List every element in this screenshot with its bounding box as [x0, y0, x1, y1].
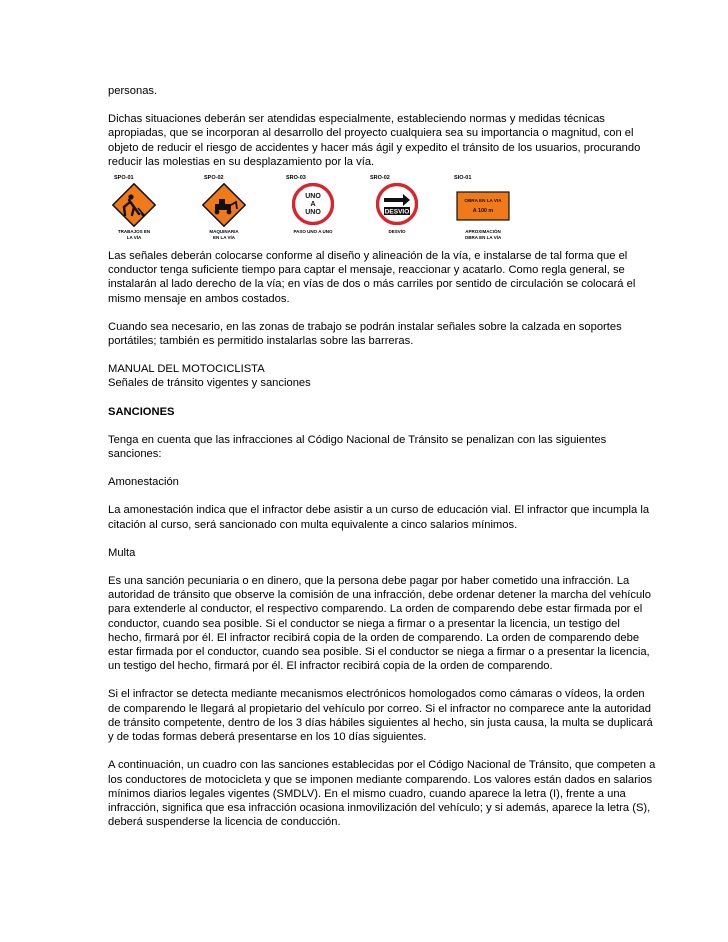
machinery-sign-icon	[202, 183, 246, 227]
sign-code-sio01: SIO-01	[454, 175, 472, 182]
document-page	[108, 84, 656, 829]
road-work-ahead-sign-icon	[456, 191, 510, 221]
paragraph-multa: Es una sanción pecuniaria o en dinero, que la persona debe pagar por haber cometido una infracción. La autoridad de tránsito que observe la comisión de una infracción, debe ordenar detener la marcha del vehículo para extenderle al conductor, el respectivo comparendo. La orden de comparendo debe estar firmada por el conductor, cuando sea posible. Si el conductor se niega a firmar o a presentar la licencia, un testigo del hecho, firmará por él. El infractor recibirá copia de la orden de comparendo. La orden de comparendo debe estar firmada por el conductor, cuando sea posible. Si el conductor se niega a firmar o a presentar la licencia, un testigo del hecho, firmará por él. El infractor recibirá copia de la orden de comparendo.	[108, 575, 651, 673]
sign-caption-1a: TRABAJOS EN	[117, 229, 151, 235]
heading-multa: Multa	[108, 546, 136, 559]
sign-caption-3: PASO UNO A UNO	[293, 229, 333, 235]
sign5-text-2: A 100 m	[472, 208, 494, 215]
sign-caption-2a: MAQUINARIA	[209, 229, 239, 235]
manual-title: MANUAL DEL MOTOCICLISTA	[108, 363, 265, 376]
sign-code-spo01: SPO-01	[114, 175, 134, 182]
sign5-text-1: OBRA EN LA VIA	[464, 198, 502, 204]
heading-sanciones: SANCIONES	[108, 405, 175, 418]
sign-code-sro02: SRO-02	[370, 175, 390, 182]
paragraph-senales: Las señales deberán colocarse conforme al diseño y alineación de la vía, e instalarse de tal forma que el conductor tenga suficiente tiempo para captar el mensaje, reaccionar y acatarlo. Como regla general, se instalarán al lado derecho de la vía; en vías de dos o más carriles por sentido de circulación se colocará el mismo mensaje en ambos costados.	[108, 250, 636, 305]
sign-caption-1b: LA VÍA	[126, 235, 142, 241]
manual-subtitle: Señales de tránsito vigentes y sanciones	[108, 377, 311, 390]
detour-sign-icon	[376, 183, 418, 225]
paragraph-electronicos: Si el infractor se detecta mediante mecanismos electrónicos homologados como cámaras o vídeos, la orden de comparendo le llegará al propietario del vehículo por correo. Si el infractor no comparece ante la autoridad de tránsito competente, dentro de los 3 días hábiles siguientes al hecho, sin justa causa, la multa se duplicará y de todas formas deberá presentarse en los 10 días siguientes.	[108, 688, 653, 744]
sign-code-spo02: SPO-02	[204, 175, 224, 182]
paragraph-soportes: Cuando sea necesario, en las zonas de trabajo se podrán instalar señales sobre la calzada en soportes portátiles; también es permitido instalarlas sobre las barreras.	[108, 320, 622, 348]
paragraph-cuadro: A continuación, un cuadro con las sanciones establecidas por el Código Nacional de Tránsito, que competen a los conductores de motocicleta y que se imponen mediante comparendo. Los valores están dados en salarios mínimos diarios legales vigentes (SMDLV). En el mismo cuadro, cuando aparece la letra (I), frente a una infracción, significa que esa infracción ocasiona inmovilización del vehículo; y si además, aparece la letra (S), deberá suspenderse la licencia de conducción.	[108, 759, 656, 829]
sign-caption-4: DESVÍO	[388, 229, 406, 235]
paragraph-amonestacion: La amonestación indica que el infractor debe asistir a un curso de educación vial. El infractor que incumpla la citación al curso, será sancionado con multa equivalente a cinco salarios mínimos.	[108, 504, 650, 531]
sign-code-sro03: SRO-03	[286, 175, 306, 182]
sign-caption-5a: APROXIMACIÓN	[465, 229, 501, 235]
paragraph-situaciones: Dichas situaciones deberán ser atendidas especialmente, estableciendo normas y medidas técnicas apropiadas, que se incorporan al desarrollo del proyecto cualquiera sea su importancia o magnitud, con el objeto de reducir el riesgo de accidentes y hacer más ágil y expedito el tránsito de los usuarios, procurando reducir las molestias en su desplazamiento por la vía.	[108, 113, 641, 168]
sign-caption-5b: OBRA EN LA VÍA	[464, 235, 502, 241]
sign4-text: DESVIO	[384, 208, 410, 216]
sign-caption-2b: EN LA VÍA	[212, 235, 236, 241]
heading-amonestacion: Amonestación	[108, 476, 179, 489]
sign3-text-2: A	[310, 201, 316, 209]
sign3-text-1: UNO	[305, 193, 321, 201]
signs-figure	[108, 175, 656, 249]
paragraph-personas: personas.	[108, 85, 158, 97]
one-by-one-sign-icon	[292, 183, 334, 225]
sign3-text-3: UNO	[305, 209, 321, 217]
workers-sign-icon	[112, 183, 156, 227]
paragraph-infracciones: Tenga en cuenta que las infracciones al Código Nacional de Tránsito se penalizan con las siguientes sanciones:	[108, 433, 607, 461]
